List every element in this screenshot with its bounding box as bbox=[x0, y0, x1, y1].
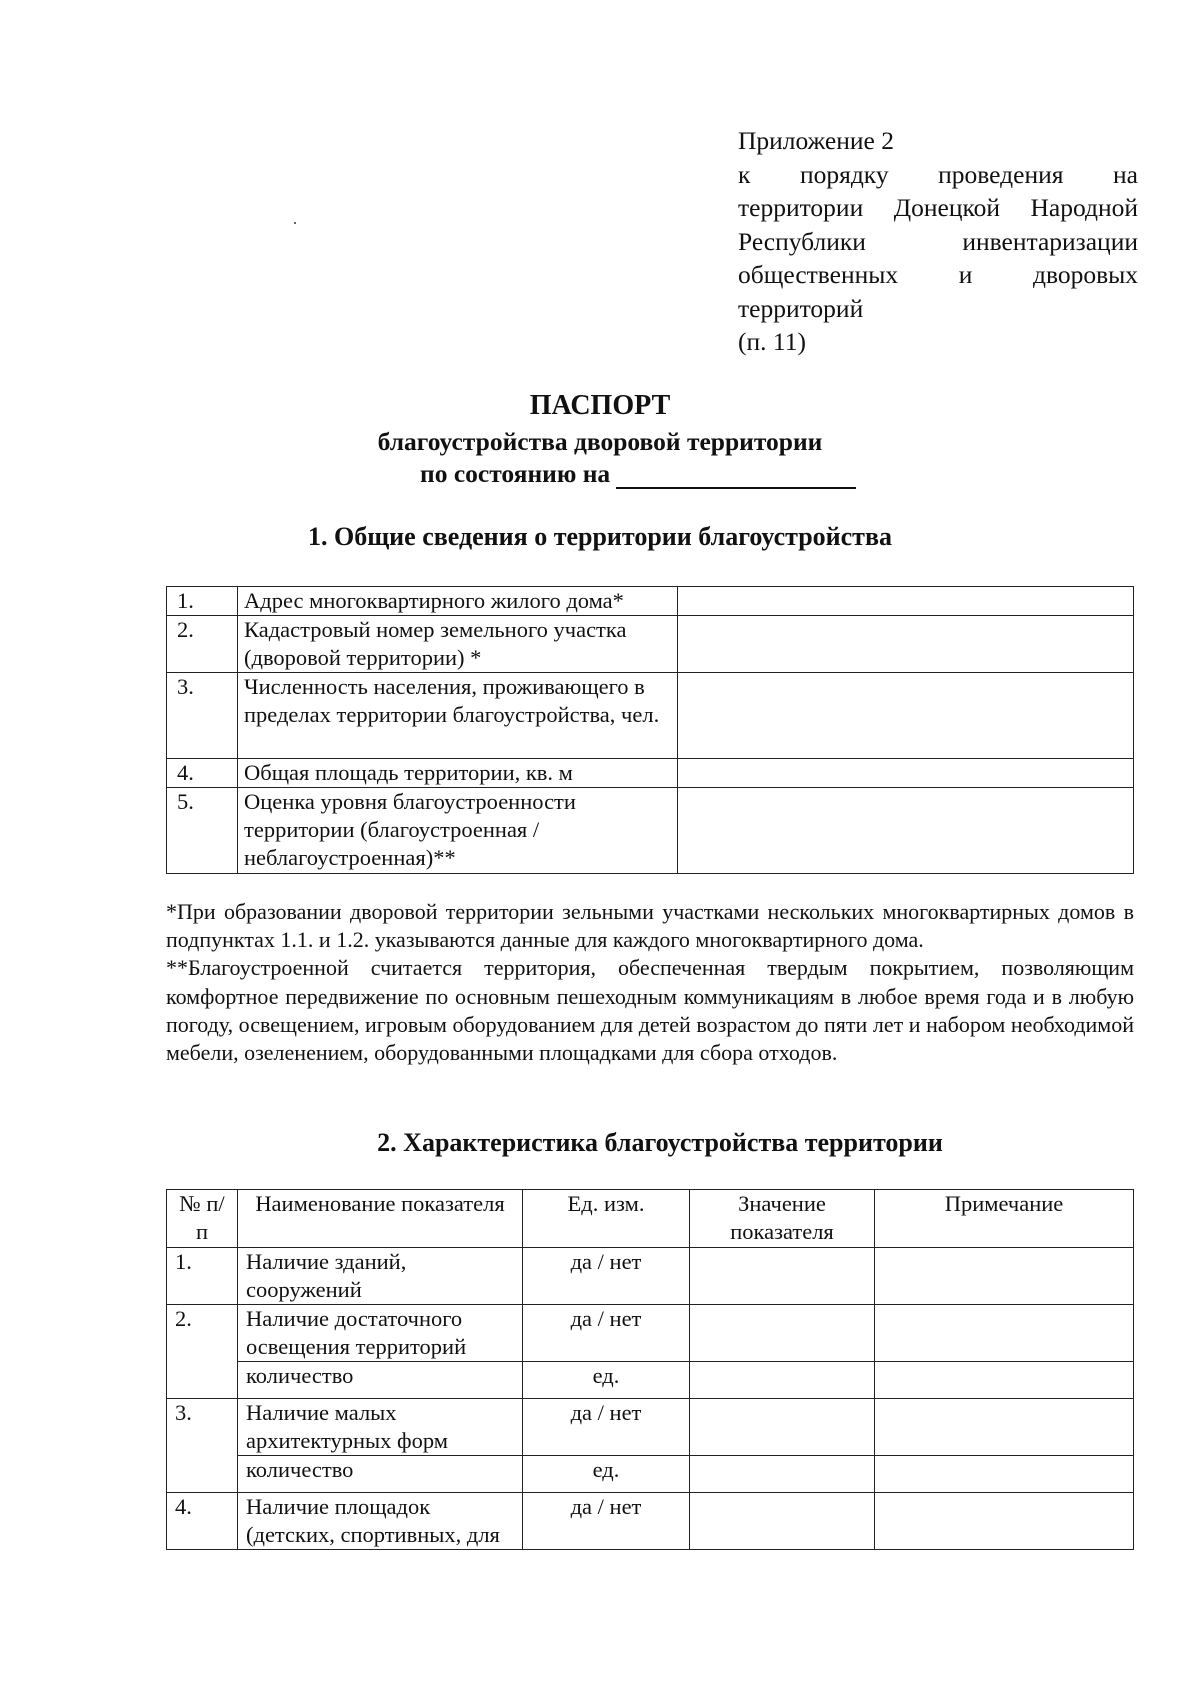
date-label: по состоянию на bbox=[420, 459, 611, 488]
table-row bbox=[167, 759, 1134, 788]
row-name: Наличие площадок (детских, спортивных, для bbox=[238, 1493, 523, 1550]
header-num: № п/п bbox=[167, 1190, 238, 1248]
table-row bbox=[167, 673, 1134, 759]
row-number: 4. bbox=[167, 1493, 238, 1550]
row-value-cell[interactable] bbox=[678, 759, 1134, 788]
row-name: Наличие достаточного освещения территорий bbox=[238, 1305, 523, 1362]
row-number: 2. bbox=[167, 1305, 238, 1399]
footnotes bbox=[166, 898, 1134, 1067]
row-value-cell[interactable] bbox=[690, 1305, 875, 1362]
header-name: Наименование показателя bbox=[238, 1190, 523, 1248]
row-label: Адрес многоквартирного жилого дома* bbox=[238, 587, 678, 616]
section2-heading: 2. Характеристика благоустройства территории bbox=[377, 1128, 943, 1157]
footnote-1: *При образовании дворовой территории зельными участками нескольких многоквартирных домов в подпунктах 1.1. и 1.2. указываются данные для каждого многоквартирного дома. bbox=[166, 899, 1134, 953]
row-note-cell[interactable] bbox=[875, 1305, 1134, 1362]
table-subrow bbox=[167, 1362, 1134, 1399]
row-number: 4. bbox=[167, 759, 238, 788]
row-number: 3. bbox=[167, 1399, 238, 1493]
row-value-cell[interactable] bbox=[690, 1456, 875, 1493]
general-info-table bbox=[166, 586, 1134, 874]
row-note-cell[interactable] bbox=[875, 1362, 1134, 1399]
row-unit: ед. bbox=[523, 1362, 690, 1399]
table-header-row bbox=[167, 1190, 1134, 1248]
row-note-cell[interactable] bbox=[875, 1248, 1134, 1305]
footnote-2: **Благоустроенной считается территория, обеспеченная твердым покрытием, позволяющим комфортное передвижение по основным пешеходным коммуникациям в любое время года и в любую погоду, освещением, игровым оборудованием для детей возрастом до пяти лет и набором необходимой мебели, озеленением, оборудованными площадками для сбора отходов. bbox=[166, 955, 1134, 1066]
row-value-cell[interactable] bbox=[690, 1493, 875, 1550]
row-value-cell[interactable] bbox=[678, 673, 1134, 759]
row-value-cell[interactable] bbox=[678, 788, 1134, 874]
date-blank-field[interactable] bbox=[616, 461, 856, 489]
table-row bbox=[167, 587, 1134, 616]
appendix-line: общественных и дворовых bbox=[738, 260, 1138, 289]
appendix-reference bbox=[738, 124, 1138, 359]
row-note-cell[interactable] bbox=[875, 1493, 1134, 1550]
row-note-cell[interactable] bbox=[875, 1456, 1134, 1493]
row-label: Общая площадь территории, кв. м bbox=[238, 759, 678, 788]
table-row bbox=[167, 616, 1134, 673]
table-row bbox=[167, 1493, 1134, 1550]
row-unit: да / нет bbox=[523, 1399, 690, 1456]
row-number: 1. bbox=[167, 587, 238, 616]
row-name: Наличие зданий, сооружений bbox=[238, 1248, 523, 1305]
appendix-line: Республики инвентаризации bbox=[738, 226, 1138, 256]
table-row bbox=[167, 788, 1134, 874]
section1-heading: 1. Общие сведения о территории благоустройства bbox=[308, 522, 892, 551]
appendix-line: Приложение 2 bbox=[738, 126, 894, 155]
row-note-cell[interactable] bbox=[875, 1399, 1134, 1456]
row-value-cell[interactable] bbox=[678, 616, 1134, 673]
row-label: Кадастровый номер земельного участка (дворовой территории) * bbox=[238, 616, 678, 673]
appendix-line: территории Донецкой Народной bbox=[738, 193, 1138, 222]
row-number: 2. bbox=[167, 616, 238, 673]
header-unit: Ед. изм. bbox=[523, 1190, 690, 1248]
row-value-cell[interactable] bbox=[690, 1399, 875, 1456]
characteristics-table bbox=[166, 1189, 1134, 1550]
row-value-cell[interactable] bbox=[678, 587, 1134, 616]
appendix-line: к порядку проведения на bbox=[738, 159, 1138, 189]
row-name: количество bbox=[238, 1362, 523, 1399]
appendix-line: (п. 11) bbox=[738, 327, 806, 356]
row-unit: да / нет bbox=[523, 1248, 690, 1305]
row-number: 5. bbox=[167, 788, 238, 874]
document-subtitle: благоустройства дворовой территории bbox=[377, 427, 823, 456]
row-name: количество bbox=[238, 1456, 523, 1493]
table-row bbox=[167, 1248, 1134, 1305]
row-label: Оценка уровня благоустроенности территории (благоустроенная / неблагоустроенная)** bbox=[238, 788, 678, 874]
header-value: Значение показателя bbox=[690, 1190, 875, 1248]
table-row bbox=[167, 1399, 1134, 1456]
row-label: Численность населения, проживающего в пределах территории благоустройства, чел. bbox=[238, 673, 678, 759]
header-note: Примечание bbox=[875, 1190, 1134, 1248]
scan-speck bbox=[294, 222, 296, 224]
document-title: ПАСПОРТ bbox=[529, 390, 671, 421]
row-unit: ед. bbox=[523, 1456, 690, 1493]
row-value-cell[interactable] bbox=[690, 1248, 875, 1305]
table-subrow bbox=[167, 1456, 1134, 1493]
row-number: 3. bbox=[167, 673, 238, 759]
row-number: 1. bbox=[167, 1248, 238, 1305]
table-row bbox=[167, 1305, 1134, 1362]
row-unit: да / нет bbox=[523, 1305, 690, 1362]
row-name: Наличие малых архитектурных форм bbox=[238, 1399, 523, 1456]
row-value-cell[interactable] bbox=[690, 1362, 875, 1399]
date-line bbox=[420, 459, 856, 489]
row-unit: да / нет bbox=[523, 1493, 690, 1550]
appendix-line: территорий bbox=[738, 293, 864, 323]
